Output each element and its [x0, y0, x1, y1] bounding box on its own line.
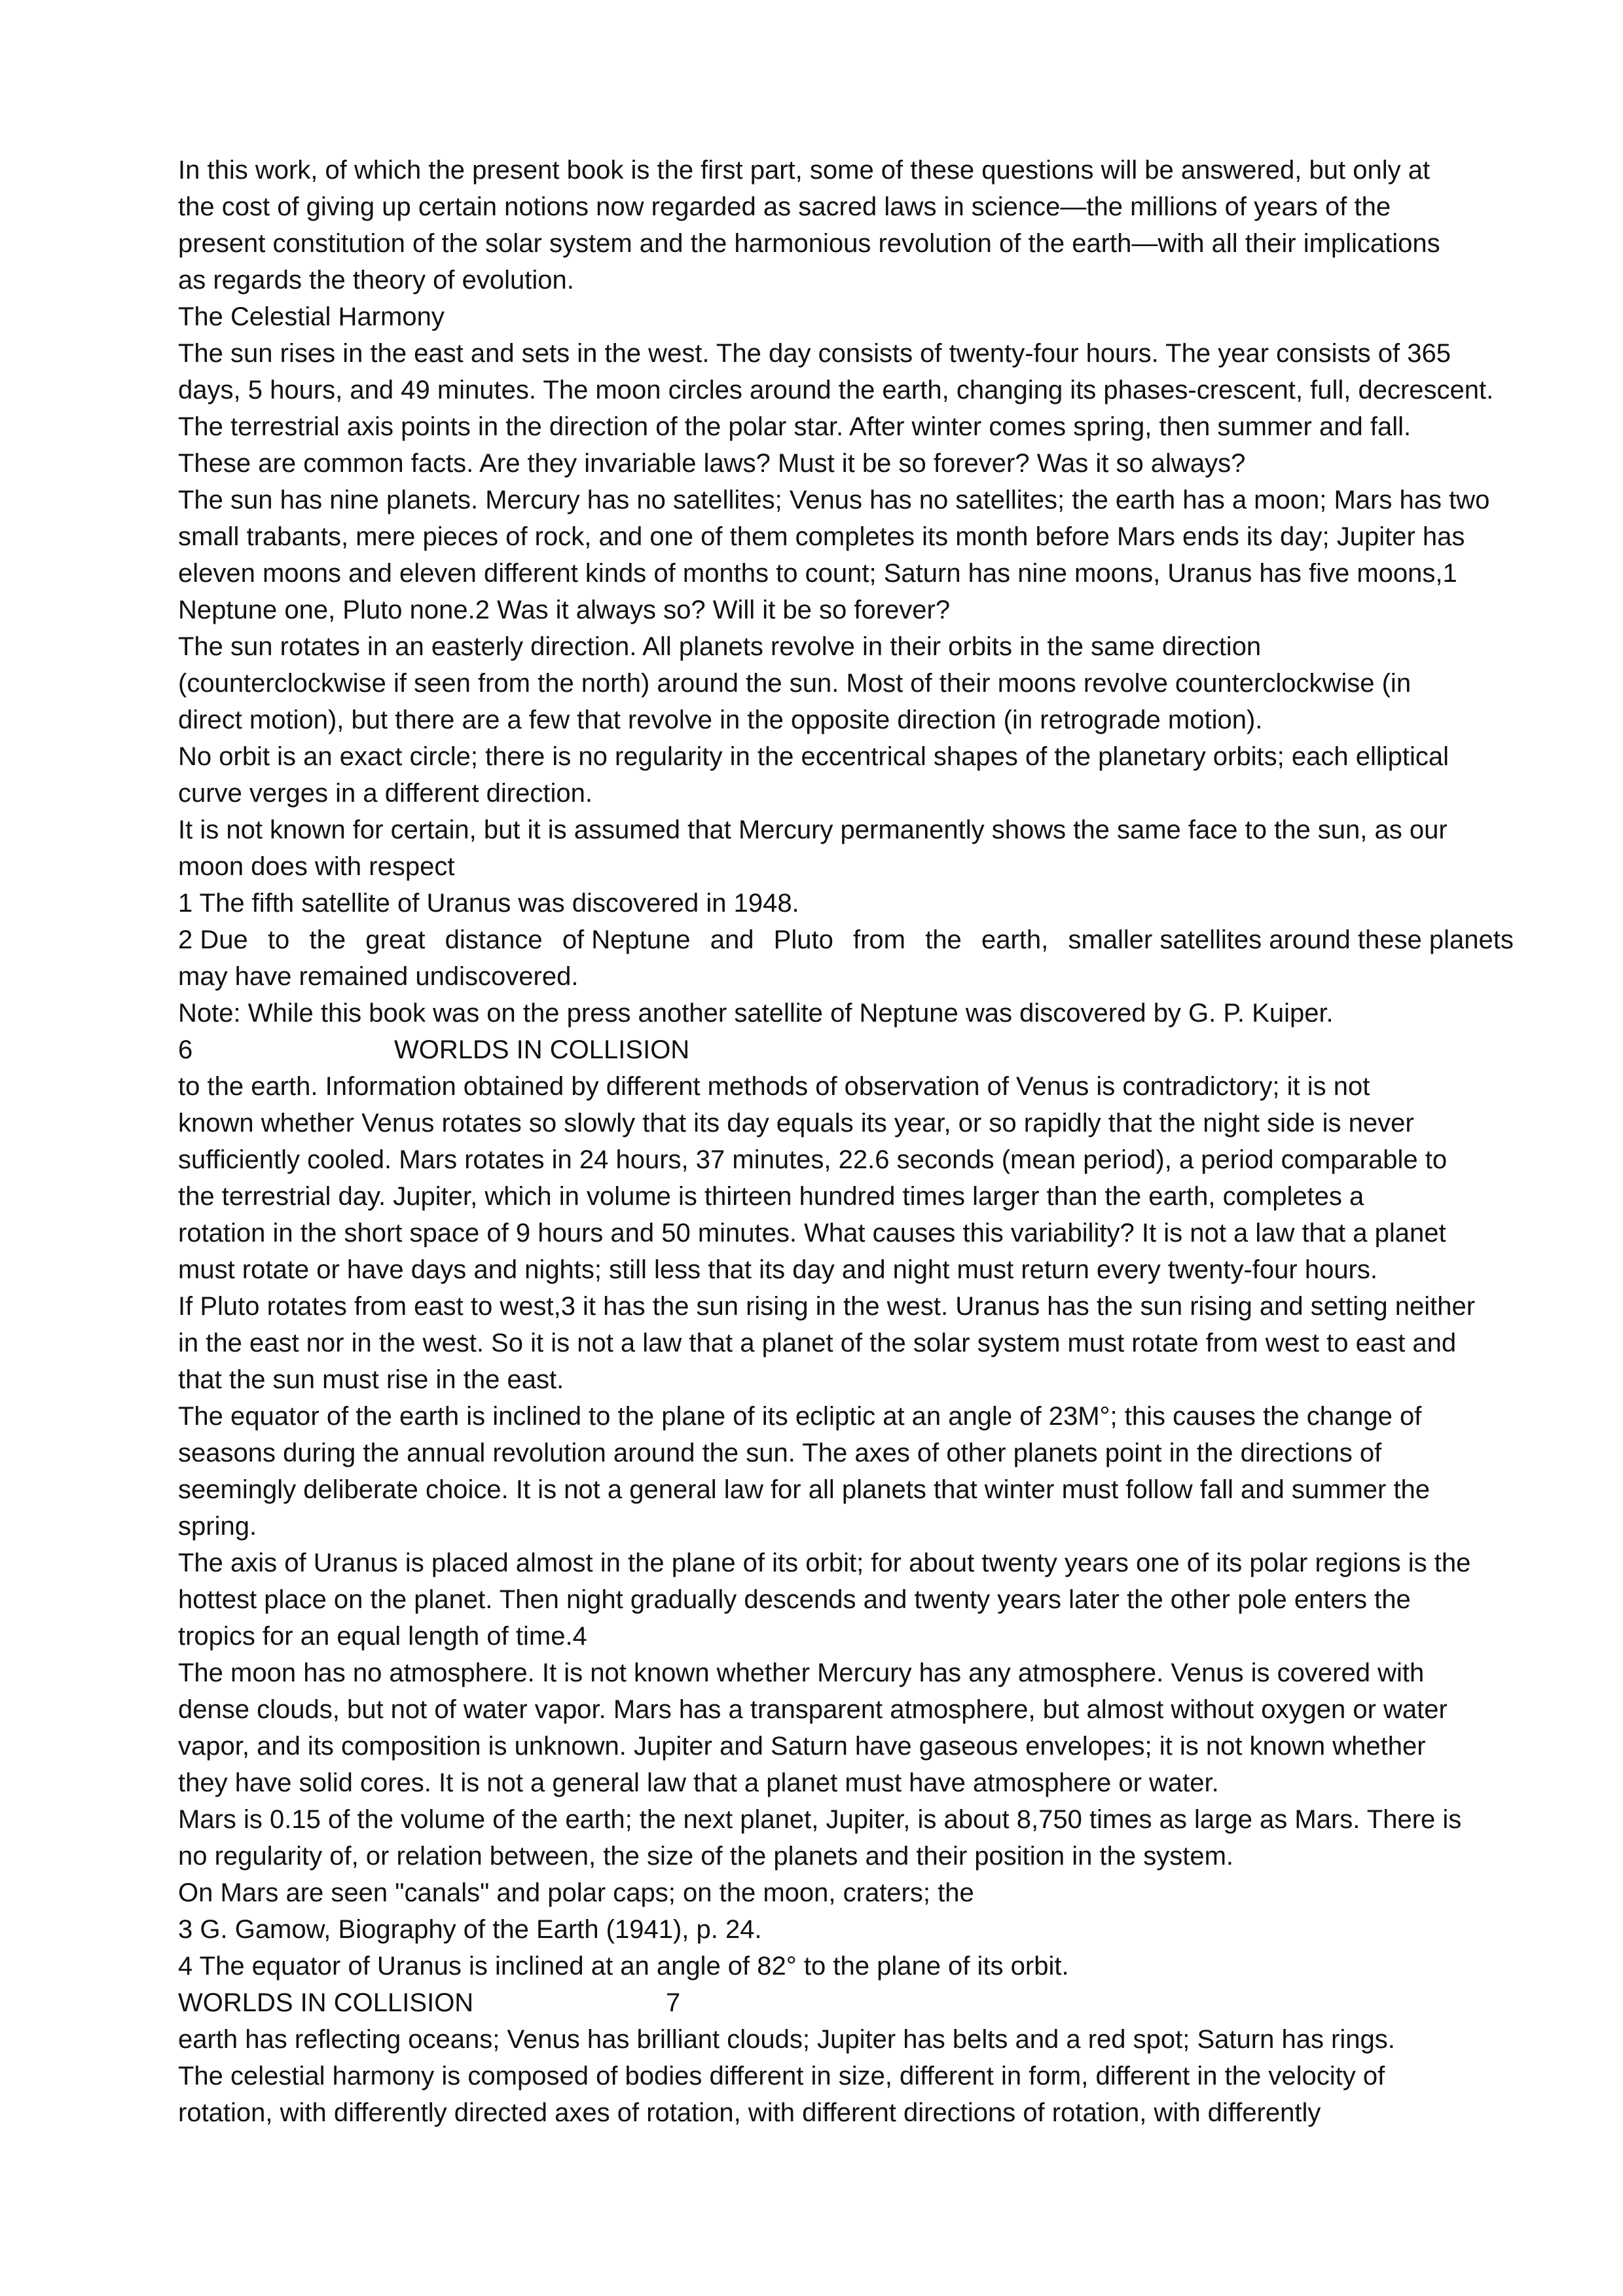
text-line: seemingly deliberate choice. It is not a general law for all planets that winter must follow fall and summer the	[178, 1475, 1431, 1504]
text-line: that the sun must rise in the east.	[178, 1365, 564, 1394]
text-line: In this work, of which the present book is the first part, some of these questions will be answered, but only at	[178, 156, 1431, 185]
footnote-word: great	[365, 925, 426, 954]
text-line: seasons during the annual revolution around the sun. The axes of other planets point in the directions of	[178, 1439, 1382, 1467]
footnote-word: to	[267, 925, 290, 954]
text-line: dense clouds, but not of water vapor. Mars has a transparent atmosphere, but almost without oxygen or water	[178, 1695, 1448, 1724]
text-line: the cost of giving up certain notions now regarded as sacred laws in science—the millions of years of the	[178, 192, 1391, 221]
text-line: 1 The fifth satellite of Uranus was discovered in 1948.	[178, 889, 799, 918]
text-line: curve verges in a different direction.	[178, 779, 593, 808]
text-line: no regularity of, or relation between, the size of the planets and their position in the system.	[178, 1842, 1234, 1871]
page-number: 7	[666, 1988, 681, 2017]
footnote-word: the	[925, 925, 962, 954]
text-line: known whether Venus rotates so slowly that its day equals its year, or so rapidly that the night side is never	[178, 1109, 1414, 1138]
text-line: present constitution of the solar system and the harmonious revolution of the earth—with all their implications	[178, 229, 1440, 258]
text-line: as regards the theory of evolution.	[178, 266, 574, 295]
running-header-page-7	[178, 1984, 1514, 2021]
text-line: The sun has nine planets. Mercury has no satellites; Venus has no satellites; the earth has a moon; Mars has two	[178, 486, 1490, 514]
text-line: they have solid cores. It is not a general law that a planet must have atmosphere or water.	[178, 1768, 1219, 1797]
text-line: may have remained undiscovered.	[178, 962, 579, 991]
text-line: The moon has no atmosphere. It is not known whether Mercury has any atmosphere. Venus is covered with	[178, 1659, 1425, 1687]
running-title: WORLDS IN COLLISION	[178, 1988, 474, 2017]
footnote-word: the	[309, 925, 346, 954]
footnote-word: 2 Due	[178, 925, 248, 954]
text-line: The Celestial Harmony	[178, 302, 445, 331]
text-line: The terrestrial axis points in the direction of the polar star. After winter comes spring, then summer and fall.	[178, 412, 1412, 441]
text-line: (counterclockwise if seen from the north) around the sun. Most of their moons revolve counterclockwise (in	[178, 669, 1412, 698]
text-line: If Pluto rotates from east to west,3 it has the sun rising in the west. Uranus has the sun rising and setting neither	[178, 1292, 1476, 1321]
running-header-page-6	[178, 1031, 1514, 1068]
text-block-bottom	[178, 2021, 1514, 2131]
text-line: The sun rises in the east and sets in the west. The day consists of twenty-four hours. The year consists of 365	[178, 339, 1451, 368]
text-line: direct motion), but there are a few that revolve in the opposite direction (in retrograde motion).	[178, 706, 1263, 734]
text-line: 4 The equator of Uranus is inclined at an angle of 82° to the plane of its orbit.	[178, 1952, 1069, 1981]
text-line: in the east nor in the west. So it is not a law that a planet of the solar system must rotate from west to east and	[178, 1329, 1457, 1357]
footnote-word: smaller satellites around these planets	[1068, 925, 1514, 954]
text-line: Mars is 0.15 of the volume of the earth; the next planet, Jupiter, is about 8,750 times as large as Mars. There is	[178, 1805, 1462, 1834]
text-line: eleven moons and eleven different kinds of months to count; Saturn has nine moons, Uranus has five moons,1	[178, 559, 1457, 588]
text-line: 3 G. Gamow, Biography of the Earth (1941), p. 24.	[178, 1915, 762, 1944]
text-line: These are common facts. Are they invariable laws? Must it be so forever? Was it so always?	[178, 449, 1246, 478]
text-line: rotation in the short space of 9 hours and 50 minutes. What causes this variability? It is not a law that a planet	[178, 1219, 1446, 1247]
text-line: tropics for an equal length of time.4	[178, 1622, 587, 1651]
text-line: earth has reflecting oceans; Venus has brilliant clouds; Jupiter has belts and a red spot; Saturn has rings.	[178, 2025, 1395, 2054]
text-line: No orbit is an exact circle; there is no regularity in the eccentrical shapes of the planetary orbits; each elliptical	[178, 742, 1449, 771]
text-line: the terrestrial day. Jupiter, which in volume is thirteen hundred times larger than the earth, completes a	[178, 1182, 1364, 1211]
page-text	[178, 152, 1514, 2131]
text-line: moon does with respect	[178, 852, 455, 881]
text-line: The celestial harmony is composed of bodies different in size, different in form, different in the velocity of	[178, 2062, 1385, 2090]
footnote-word: of Neptune	[562, 925, 691, 954]
page-number: 6	[178, 1035, 193, 1064]
text-line: On Mars are seen "canals" and polar caps; on the moon, craters; the	[178, 1878, 974, 1907]
footnote-2-line	[178, 922, 1514, 958]
footnote-word: Pluto	[773, 925, 833, 954]
running-title: WORLDS IN COLLISION	[394, 1035, 690, 1064]
text-line: The axis of Uranus is placed almost in the plane of its orbit; for about twenty years one of its polar regions is the	[178, 1549, 1471, 1577]
text-line: must rotate or have days and nights; still less that its day and night must return every twenty-four hours.	[178, 1255, 1377, 1284]
footnote-word: from	[853, 925, 905, 954]
text-line: It is not known for certain, but it is assumed that Mercury permanently shows the same face to the sun, as our	[178, 816, 1448, 844]
text-block-middle	[178, 1068, 1514, 1984]
text-line: small trabants, mere pieces of rock, and one of them completes its month before Mars ends its day; Jupiter has	[178, 522, 1465, 551]
text-line: to the earth. Information obtained by different methods of observation of Venus is contradictory; it is not	[178, 1072, 1370, 1101]
text-line: The sun rotates in an easterly direction. All planets revolve in their orbits in the same direction	[178, 632, 1262, 661]
text-line: rotation, with differently directed axes of rotation, with different directions of rotation, with differently	[178, 2098, 1321, 2127]
text-line: days, 5 hours, and 49 minutes. The moon circles around the earth, changing its phases-crescent, full, decrescent.	[178, 376, 1494, 404]
text-block-top	[178, 152, 1514, 922]
text-line: vapor, and its composition is unknown. Jupiter and Saturn have gaseous envelopes; it is not known whether	[178, 1732, 1426, 1761]
footnote-word: and	[710, 925, 754, 954]
footnote-word: distance	[445, 925, 543, 954]
footnote-word: earth,	[981, 925, 1049, 954]
text-line: hottest place on the planet. Then night gradually descends and twenty years later the other pole enters the	[178, 1585, 1411, 1614]
text-line: The equator of the earth is inclined to the plane of its ecliptic at an angle of 23M°; this causes the change of	[178, 1402, 1422, 1431]
text-line: Note: While this book was on the press another satellite of Neptune was discovered by G. P. Kuiper.	[178, 999, 1334, 1028]
text-line: Neptune one, Pluto none.2 Was it always so? Will it be so forever?	[178, 596, 951, 624]
text-line: spring.	[178, 1512, 257, 1541]
text-block-footnote-continued	[178, 958, 1514, 1031]
text-line: sufficiently cooled. Mars rotates in 24 hours, 37 minutes, 22.6 seconds (mean period), a period comparable to	[178, 1145, 1448, 1174]
